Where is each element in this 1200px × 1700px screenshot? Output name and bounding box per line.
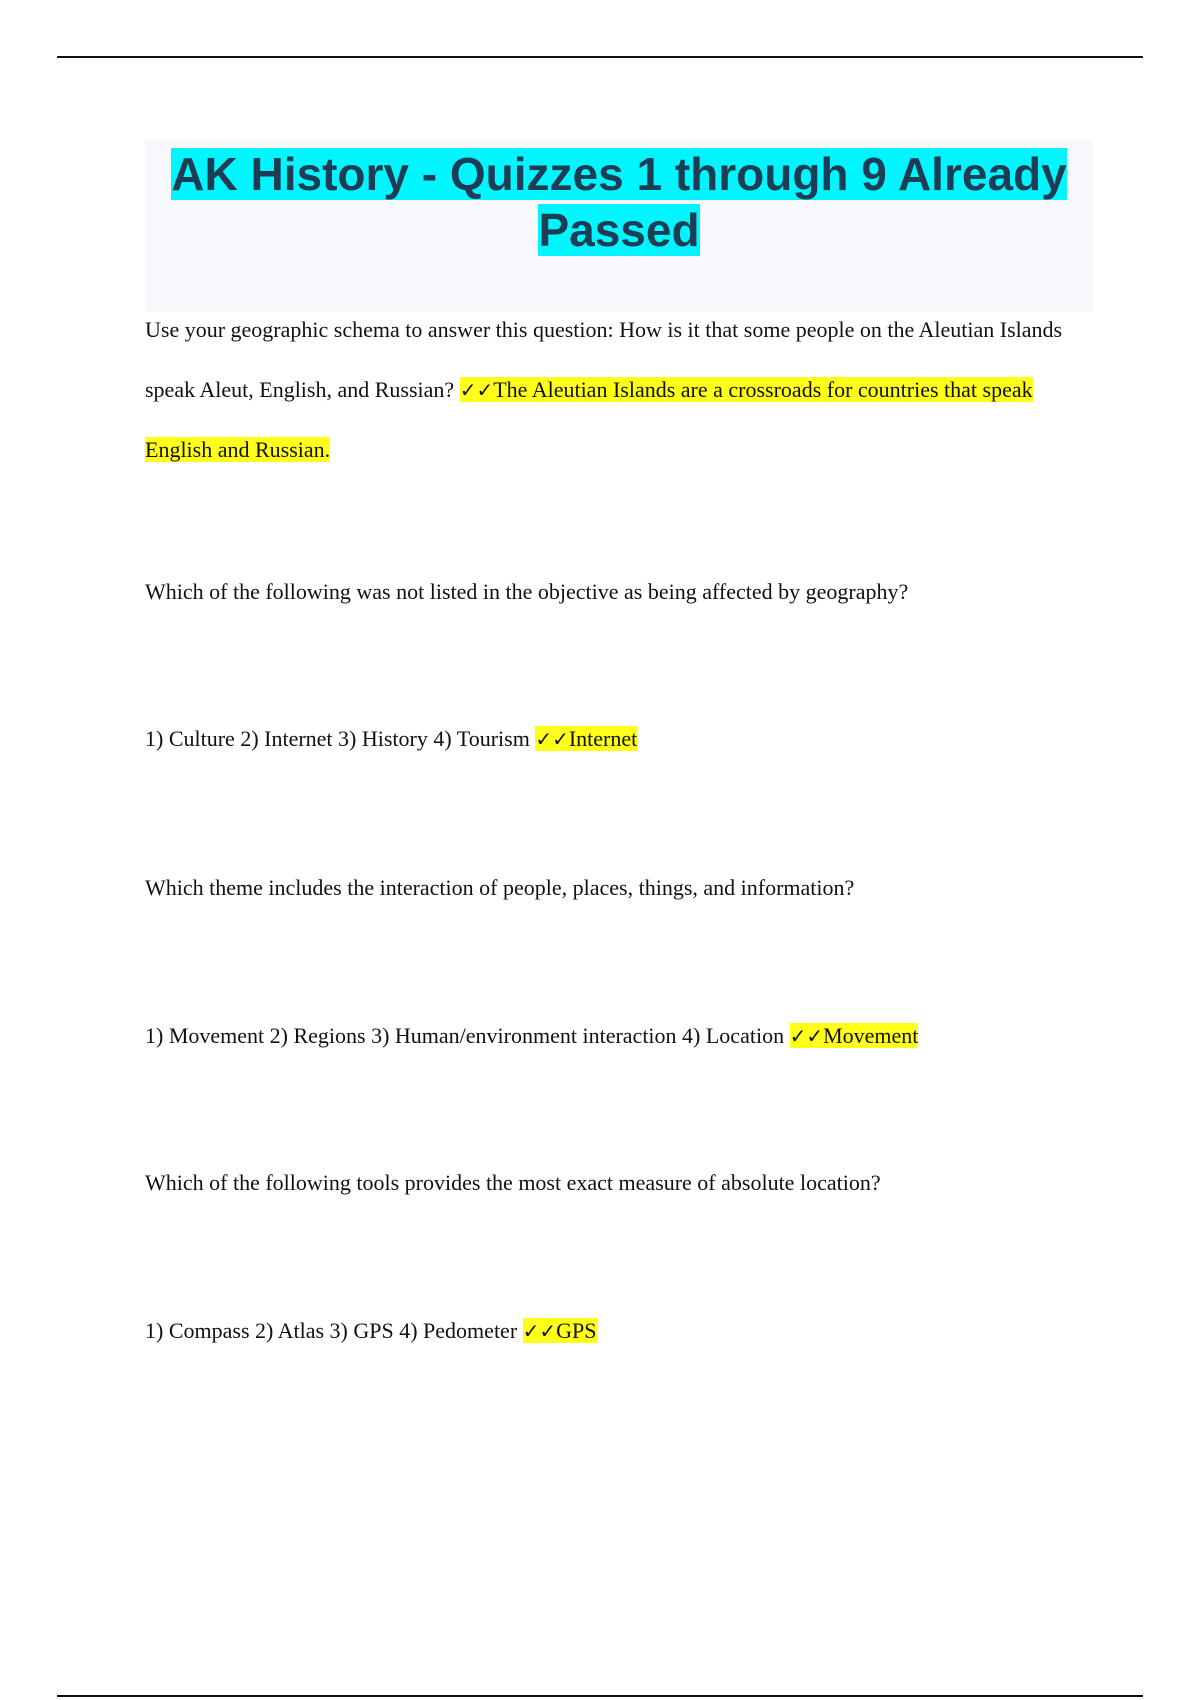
title-line-2: Passed	[538, 204, 700, 256]
answer-4-highlight	[523, 1318, 597, 1343]
title-block	[145, 140, 1093, 312]
check-icon: ✓✓	[789, 1024, 824, 1048]
answer-3-text: Movement	[823, 1023, 919, 1048]
question-2: Which of the following was not listed in the objective as being affected by geography?	[145, 579, 909, 604]
options-4	[145, 1301, 597, 1361]
check-icon: ✓✓	[522, 1319, 557, 1343]
answer-1-text: The Aleutian Islands are a crossroads for countries that speak English and Russian.	[145, 377, 1033, 462]
answer-2-highlight	[535, 726, 637, 751]
question-1-text: Use your geographic schema to answer this question: How is it that some people on the Aleutian Islands speak Aleut, English, and Russian?	[145, 317, 1063, 402]
question-4: Which of the following tools provides the most exact measure of absolute location?	[145, 1170, 881, 1195]
page-title	[145, 140, 1093, 258]
check-icon: ✓✓	[535, 727, 569, 751]
question-3: Which theme includes the interaction of people, places, things, and information?	[145, 875, 855, 900]
check-icon: ✓✓	[459, 378, 494, 402]
options-2-text: 1) Culture 2) Internet 3) History 4) Tourism	[145, 726, 530, 751]
top-rule	[57, 56, 1143, 58]
options-4-text: 1) Compass 2) Atlas 3) GPS 4) Pedometer	[145, 1318, 518, 1343]
title-line-1: AK History - Quizzes 1 through 9 Already	[171, 148, 1067, 200]
answer-4-text: GPS	[556, 1318, 597, 1343]
bottom-rule	[57, 1695, 1143, 1697]
options-3-text: 1) Movement 2) Regions 3) Human/environment interaction 4) Location	[145, 1023, 785, 1048]
question-1	[145, 300, 1093, 480]
answer-2-text: Internet	[568, 726, 638, 751]
options-3	[145, 1006, 918, 1066]
answer-3-highlight	[790, 1023, 919, 1048]
options-2	[145, 709, 637, 769]
